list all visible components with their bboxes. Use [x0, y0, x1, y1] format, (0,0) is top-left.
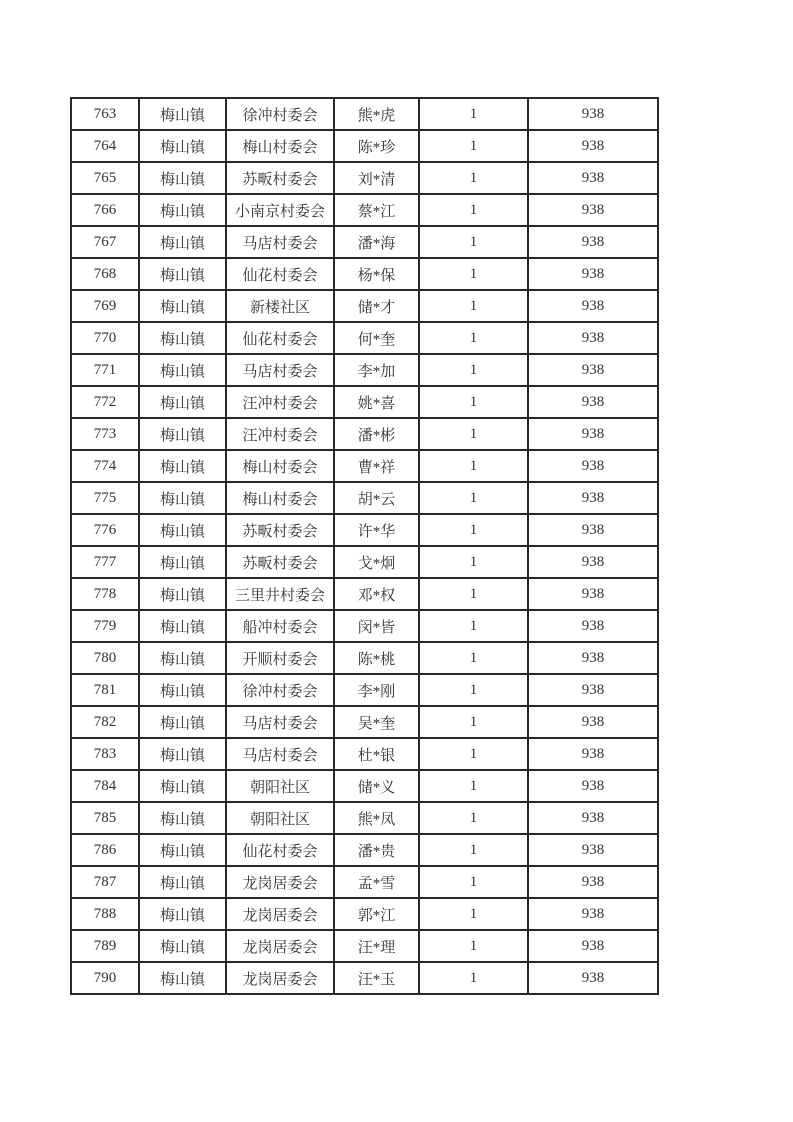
cell-person-name: 曹*祥: [334, 450, 419, 482]
cell-serial-number: 763: [71, 98, 139, 130]
cell-serial-number: 769: [71, 290, 139, 322]
cell-person-name: 潘*海: [334, 226, 419, 258]
cell-person-name: 汪*理: [334, 930, 419, 962]
cell-village: 船冲村委会: [226, 610, 334, 642]
cell-village: 马店村委会: [226, 738, 334, 770]
cell-village: 苏畈村委会: [226, 514, 334, 546]
table-row: [71, 962, 658, 994]
cell-person-name: 许*华: [334, 514, 419, 546]
cell-amount: 938: [528, 738, 658, 770]
table-row: [71, 514, 658, 546]
table-row: [71, 450, 658, 482]
cell-town: 梅山镇: [139, 322, 226, 354]
cell-serial-number: 784: [71, 770, 139, 802]
cell-serial-number: 790: [71, 962, 139, 994]
cell-person-name: 戈*炯: [334, 546, 419, 578]
table-row: [71, 898, 658, 930]
cell-serial-number: 787: [71, 866, 139, 898]
cell-town: 梅山镇: [139, 706, 226, 738]
cell-amount: 938: [528, 130, 658, 162]
table-row: [71, 930, 658, 962]
cell-village: 马店村委会: [226, 706, 334, 738]
cell-amount: 938: [528, 610, 658, 642]
cell-count: 1: [419, 802, 528, 834]
cell-amount: 938: [528, 514, 658, 546]
cell-village: 汪冲村委会: [226, 386, 334, 418]
cell-serial-number: 765: [71, 162, 139, 194]
cell-village: 梅山村委会: [226, 482, 334, 514]
cell-person-name: 闵*皆: [334, 610, 419, 642]
cell-count: 1: [419, 738, 528, 770]
cell-count: 1: [419, 674, 528, 706]
cell-amount: 938: [528, 194, 658, 226]
cell-serial-number: 776: [71, 514, 139, 546]
cell-village: 仙花村委会: [226, 258, 334, 290]
cell-count: 1: [419, 514, 528, 546]
cell-serial-number: 779: [71, 610, 139, 642]
cell-count: 1: [419, 258, 528, 290]
table-row: [71, 130, 658, 162]
cell-village: 梅山村委会: [226, 450, 334, 482]
cell-amount: 938: [528, 290, 658, 322]
cell-count: 1: [419, 706, 528, 738]
cell-village: 仙花村委会: [226, 322, 334, 354]
table-row: [71, 386, 658, 418]
cell-serial-number: 770: [71, 322, 139, 354]
cell-village: 马店村委会: [226, 226, 334, 258]
cell-town: 梅山镇: [139, 610, 226, 642]
cell-serial-number: 775: [71, 482, 139, 514]
cell-village: 朝阳社区: [226, 802, 334, 834]
cell-village: 朝阳社区: [226, 770, 334, 802]
cell-count: 1: [419, 322, 528, 354]
table-row: [71, 738, 658, 770]
cell-amount: 938: [528, 578, 658, 610]
cell-serial-number: 788: [71, 898, 139, 930]
cell-village: 仙花村委会: [226, 834, 334, 866]
cell-town: 梅山镇: [139, 482, 226, 514]
cell-serial-number: 785: [71, 802, 139, 834]
table-row: [71, 674, 658, 706]
cell-count: 1: [419, 162, 528, 194]
cell-village: 小南京村委会: [226, 194, 334, 226]
table-row: [71, 834, 658, 866]
cell-person-name: 杜*银: [334, 738, 419, 770]
cell-amount: 938: [528, 98, 658, 130]
cell-serial-number: 766: [71, 194, 139, 226]
cell-village: 龙岗居委会: [226, 866, 334, 898]
cell-serial-number: 781: [71, 674, 139, 706]
cell-town: 梅山镇: [139, 834, 226, 866]
cell-town: 梅山镇: [139, 194, 226, 226]
cell-town: 梅山镇: [139, 802, 226, 834]
cell-amount: 938: [528, 706, 658, 738]
cell-town: 梅山镇: [139, 546, 226, 578]
cell-town: 梅山镇: [139, 962, 226, 994]
cell-count: 1: [419, 418, 528, 450]
cell-village: 龙岗居委会: [226, 898, 334, 930]
cell-amount: 938: [528, 866, 658, 898]
cell-serial-number: 789: [71, 930, 139, 962]
cell-count: 1: [419, 866, 528, 898]
cell-person-name: 何*奎: [334, 322, 419, 354]
cell-town: 梅山镇: [139, 898, 226, 930]
table-row: [71, 546, 658, 578]
cell-amount: 938: [528, 930, 658, 962]
cell-amount: 938: [528, 546, 658, 578]
cell-count: 1: [419, 482, 528, 514]
cell-count: 1: [419, 962, 528, 994]
cell-person-name: 熊*凤: [334, 802, 419, 834]
cell-town: 梅山镇: [139, 866, 226, 898]
cell-amount: 938: [528, 962, 658, 994]
table-row: [71, 162, 658, 194]
cell-person-name: 潘*贵: [334, 834, 419, 866]
cell-amount: 938: [528, 354, 658, 386]
cell-count: 1: [419, 98, 528, 130]
cell-serial-number: 782: [71, 706, 139, 738]
cell-village: 徐冲村委会: [226, 98, 334, 130]
cell-town: 梅山镇: [139, 98, 226, 130]
cell-village: 龙岗居委会: [226, 962, 334, 994]
cell-count: 1: [419, 194, 528, 226]
cell-count: 1: [419, 290, 528, 322]
cell-serial-number: 772: [71, 386, 139, 418]
cell-person-name: 姚*喜: [334, 386, 419, 418]
table-row: [71, 194, 658, 226]
table-row: [71, 770, 658, 802]
cell-serial-number: 778: [71, 578, 139, 610]
cell-person-name: 汪*玉: [334, 962, 419, 994]
cell-count: 1: [419, 642, 528, 674]
cell-person-name: 蔡*江: [334, 194, 419, 226]
table-row: [71, 354, 658, 386]
cell-count: 1: [419, 226, 528, 258]
cell-village: 新楼社区: [226, 290, 334, 322]
cell-person-name: 郭*江: [334, 898, 419, 930]
table-row: [71, 578, 658, 610]
cell-count: 1: [419, 578, 528, 610]
cell-village: 汪冲村委会: [226, 418, 334, 450]
cell-serial-number: 774: [71, 450, 139, 482]
cell-count: 1: [419, 450, 528, 482]
cell-person-name: 李*加: [334, 354, 419, 386]
cell-town: 梅山镇: [139, 130, 226, 162]
cell-town: 梅山镇: [139, 738, 226, 770]
table-row: [71, 322, 658, 354]
table-row: [71, 258, 658, 290]
cell-town: 梅山镇: [139, 162, 226, 194]
cell-serial-number: 771: [71, 354, 139, 386]
cell-serial-number: 764: [71, 130, 139, 162]
cell-count: 1: [419, 930, 528, 962]
table-row: [71, 642, 658, 674]
cell-amount: 938: [528, 386, 658, 418]
cell-amount: 938: [528, 802, 658, 834]
table-row: [71, 706, 658, 738]
cell-town: 梅山镇: [139, 290, 226, 322]
cell-person-name: 陈*珍: [334, 130, 419, 162]
cell-town: 梅山镇: [139, 418, 226, 450]
cell-count: 1: [419, 770, 528, 802]
table-row: [71, 290, 658, 322]
table-row: [71, 98, 658, 130]
table-row: [71, 802, 658, 834]
cell-serial-number: 780: [71, 642, 139, 674]
cell-town: 梅山镇: [139, 258, 226, 290]
roster-table: [70, 97, 659, 995]
cell-count: 1: [419, 130, 528, 162]
cell-amount: 938: [528, 770, 658, 802]
cell-person-name: 李*刚: [334, 674, 419, 706]
cell-count: 1: [419, 546, 528, 578]
cell-town: 梅山镇: [139, 514, 226, 546]
cell-serial-number: 767: [71, 226, 139, 258]
cell-amount: 938: [528, 322, 658, 354]
cell-person-name: 熊*虎: [334, 98, 419, 130]
cell-amount: 938: [528, 674, 658, 706]
table-row: [71, 866, 658, 898]
table-row: [71, 418, 658, 450]
cell-person-name: 储*义: [334, 770, 419, 802]
cell-town: 梅山镇: [139, 770, 226, 802]
cell-town: 梅山镇: [139, 578, 226, 610]
cell-town: 梅山镇: [139, 386, 226, 418]
cell-village: 三里井村委会: [226, 578, 334, 610]
cell-serial-number: 768: [71, 258, 139, 290]
cell-village: 开顺村委会: [226, 642, 334, 674]
cell-amount: 938: [528, 226, 658, 258]
cell-amount: 938: [528, 418, 658, 450]
cell-person-name: 陈*桃: [334, 642, 419, 674]
table-row: [71, 482, 658, 514]
cell-town: 梅山镇: [139, 674, 226, 706]
cell-count: 1: [419, 834, 528, 866]
cell-village: 苏畈村委会: [226, 162, 334, 194]
cell-village: 马店村委会: [226, 354, 334, 386]
cell-town: 梅山镇: [139, 450, 226, 482]
table-row: [71, 226, 658, 258]
cell-serial-number: 777: [71, 546, 139, 578]
cell-person-name: 杨*保: [334, 258, 419, 290]
cell-count: 1: [419, 898, 528, 930]
cell-person-name: 孟*雪: [334, 866, 419, 898]
cell-town: 梅山镇: [139, 642, 226, 674]
cell-serial-number: 783: [71, 738, 139, 770]
cell-serial-number: 773: [71, 418, 139, 450]
cell-count: 1: [419, 354, 528, 386]
cell-serial-number: 786: [71, 834, 139, 866]
cell-person-name: 刘*清: [334, 162, 419, 194]
cell-person-name: 吴*奎: [334, 706, 419, 738]
table-row: [71, 610, 658, 642]
cell-village: 苏畈村委会: [226, 546, 334, 578]
cell-amount: 938: [528, 450, 658, 482]
cell-village: 徐冲村委会: [226, 674, 334, 706]
cell-person-name: 胡*云: [334, 482, 419, 514]
cell-count: 1: [419, 610, 528, 642]
cell-person-name: 邓*权: [334, 578, 419, 610]
table-body: [71, 98, 658, 994]
cell-town: 梅山镇: [139, 930, 226, 962]
cell-town: 梅山镇: [139, 354, 226, 386]
cell-count: 1: [419, 386, 528, 418]
cell-amount: 938: [528, 642, 658, 674]
cell-amount: 938: [528, 834, 658, 866]
cell-person-name: 潘*彬: [334, 418, 419, 450]
cell-amount: 938: [528, 898, 658, 930]
cell-amount: 938: [528, 162, 658, 194]
cell-person-name: 储*才: [334, 290, 419, 322]
cell-village: 梅山村委会: [226, 130, 334, 162]
cell-village: 龙岗居委会: [226, 930, 334, 962]
cell-town: 梅山镇: [139, 226, 226, 258]
cell-amount: 938: [528, 258, 658, 290]
cell-amount: 938: [528, 482, 658, 514]
